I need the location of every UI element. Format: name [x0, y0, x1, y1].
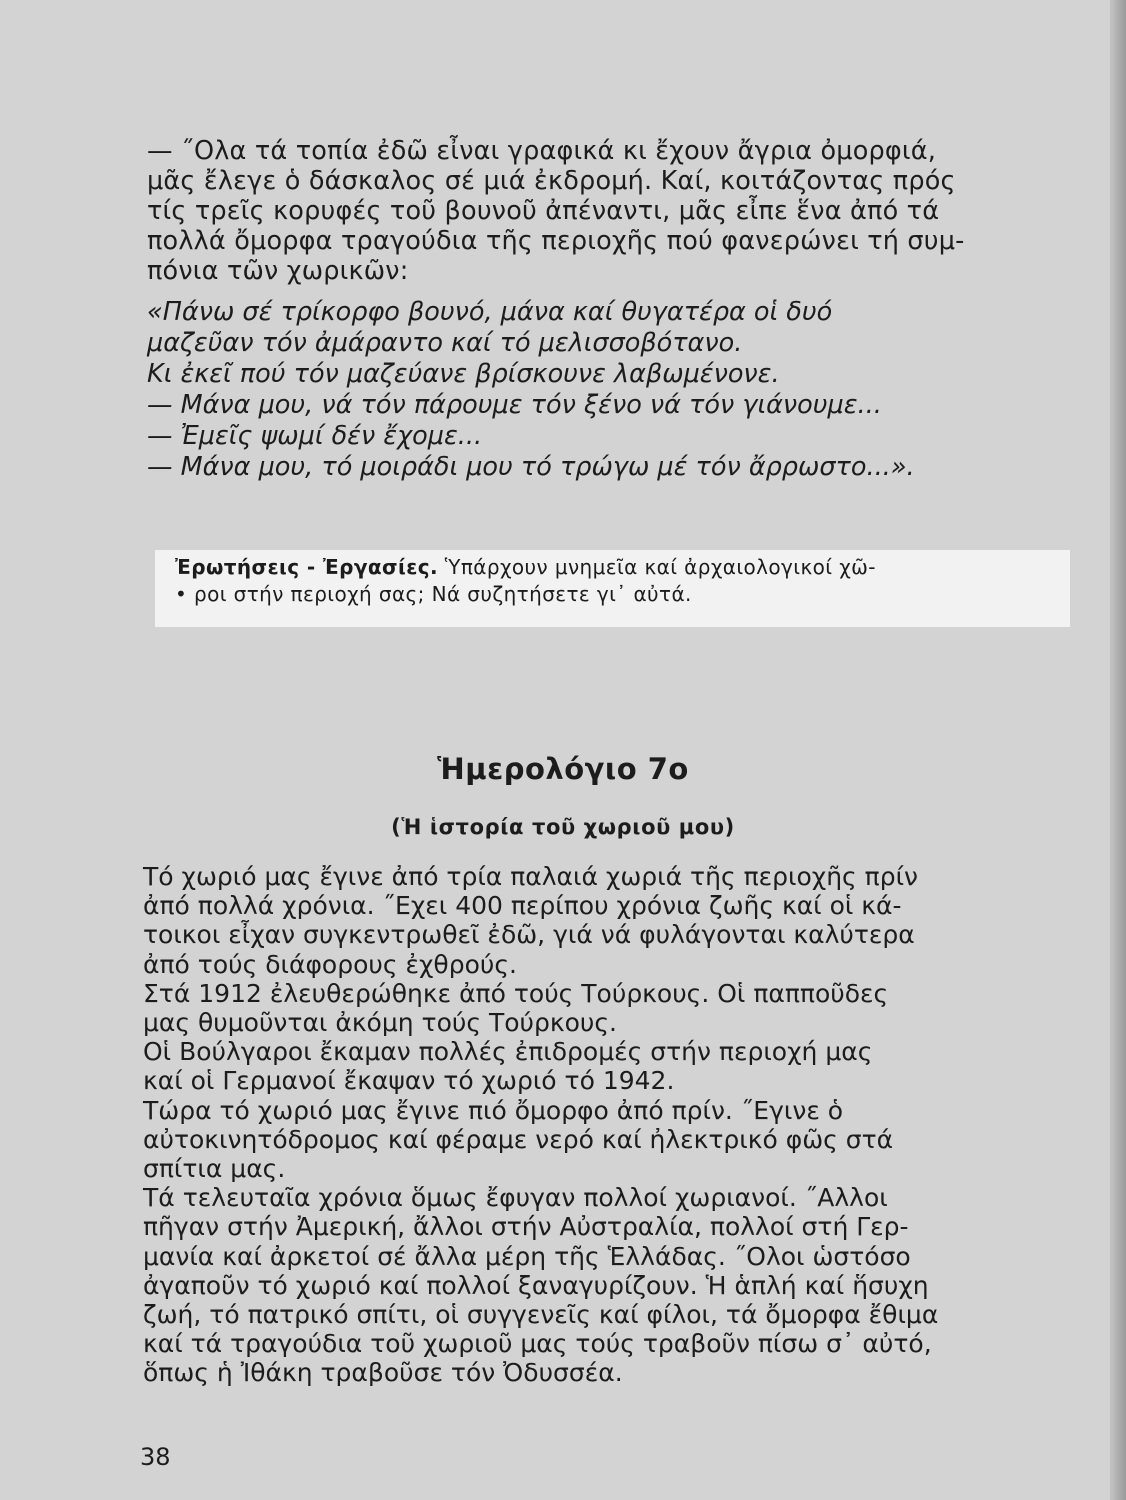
diary-paragraph: Στά 1912 ἐλευθερώθηκε ἀπό τούς Τούρκους. Οἱ παπποῦδες μας θυμοῦνται ἀκόμη τούς Τούρκους.	[143, 978, 889, 1038]
folk-song	[147, 297, 1067, 483]
song-line: — Ἐμεῖς ψωμί δέν ἔχομε...	[147, 421, 483, 451]
diary-title: Ἡμερολόγιο 7ο	[437, 752, 689, 786]
questions-line-1	[175, 554, 1065, 581]
questions-box	[155, 550, 1070, 627]
diary-paragraph: Οἱ Βούλγαροι ἔκαμαν πολλές ἐπιδρομές στήν περιοχή μας καί οἱ Γερμανοί ἔκαψαν τό χωριό τό 1942.	[143, 1037, 873, 1096]
diary-body	[143, 862, 1073, 1388]
diary-paragraph: Τά τελευταῖα χρόνια ὅμως ἔφυγαν πολλοί χωριανοί. ˝Αλλοι πῆγαν στήν Ἀμερική, ἄλλοι στήν Αὐστραλία, πολλοί στή Γερ- μανία καί ἀρκετοί σέ ἄλλα μέρη τῆς Ἑλλάδας. ˝Ολοι ὡστόσο ἀγαποῦν τό χωριό καί πολλοί ξαναγυρίζουν. Ἡ ἁπλή καί ἥσυχη ζωή, τό πατρικό σπίτι, οἱ συγγενεῖς καί φίλοι, τά ὄμορφα ἔθιμα καί τά τραγούδια τοῦ χωριοῦ μας τούς τραβοῦν πίσω σ᾽ αὐτό, ὅπως ἡ Ἰθάκη τραβοῦσε τόν Ὀδυσσέα.	[143, 1183, 939, 1388]
questions-label: Ἐρωτήσεις - Ἐργασίες.	[175, 555, 438, 579]
questions-line-2-text: ροι στήν περιοχή σας; Νά συζητήσετε γι᾽ αὐτά.	[193, 582, 692, 606]
diary-paragraph: Τό χωριό μας ἔγινε ἀπό τρία παλαιά χωριά τῆς περιοχῆς πρίν ἀπό πολλά χρόνια. ˝Εχει 400 περίπου χρόνια ζωῆς καί οἱ κά- τοικοι εἶχαν συγκεντρωθεῖ ἐδῶ, γιά νά φυλάγονται καλύτερα ἀπό τούς διάφορους ἐχθρούς.	[143, 862, 919, 979]
page-number: 38	[140, 1443, 171, 1471]
diary-subtitle: (Ἡ ἱστορία τοῦ χωριοῦ μου)	[391, 815, 735, 839]
diary-paragraph: Τώρα τό χωριό μας ἔγινε πιό ὄμορφο ἀπό πρίν. ˝Εγινε ὁ αὐτοκινητόδρομος καί φέραμε νερό καί ἠλεκτρικό φῶς στά σπίτια μας.	[143, 1095, 894, 1184]
song-line: — Μάνα μου, τό μοιράδι μου τό τρώγω μέ τόν ἄρρωστο...».	[147, 452, 915, 482]
questions-line-2	[175, 581, 1065, 608]
song-line: Κι ἐκεῖ πού τόν μαζεύανε βρίσκουνε λαβωμένονε.	[147, 359, 780, 389]
song-line: — Μάνα μου, νά τόν πάρουμε τόν ξένο νά τόν γιάνουμε...	[147, 390, 882, 420]
song-line: «Πάνω σέ τρίκορφο βουνό, μάνα καί θυγατέρα οἱ δυό	[147, 297, 833, 327]
song-line: μαζεῦαν τόν ἀμάραντο καί τό μελισσοβότανο.	[147, 328, 743, 358]
page-edge-shadow	[1110, 0, 1126, 1500]
questions-line-1-text: Ὑπάρχουν μνημεῖα καί ἀρχαιολογικοί χῶ-	[444, 555, 876, 579]
intro-paragraph: — ˝Ολα τά τοπία ἐδῶ εἶναι γραφικά κι ἔχουν ἄγρια ὀμορφιά, μᾶς ἔλεγε ὁ δάσκαλος σέ μιά ἐκδρομή. Καί, κοιτάζοντας πρός τίς τρεῖς κορυφές τοῦ βουνοῦ ἀπέναντι, μᾶς εἶπε ἕνα ἀπό τά πολλά ὄμορφα τραγούδια τῆς περιοχῆς πού φανερώνει τή συμ- πόνια τῶν χωρικῶν:	[147, 136, 965, 286]
bullet-mark: •	[175, 582, 194, 606]
questions-text	[175, 554, 1065, 608]
